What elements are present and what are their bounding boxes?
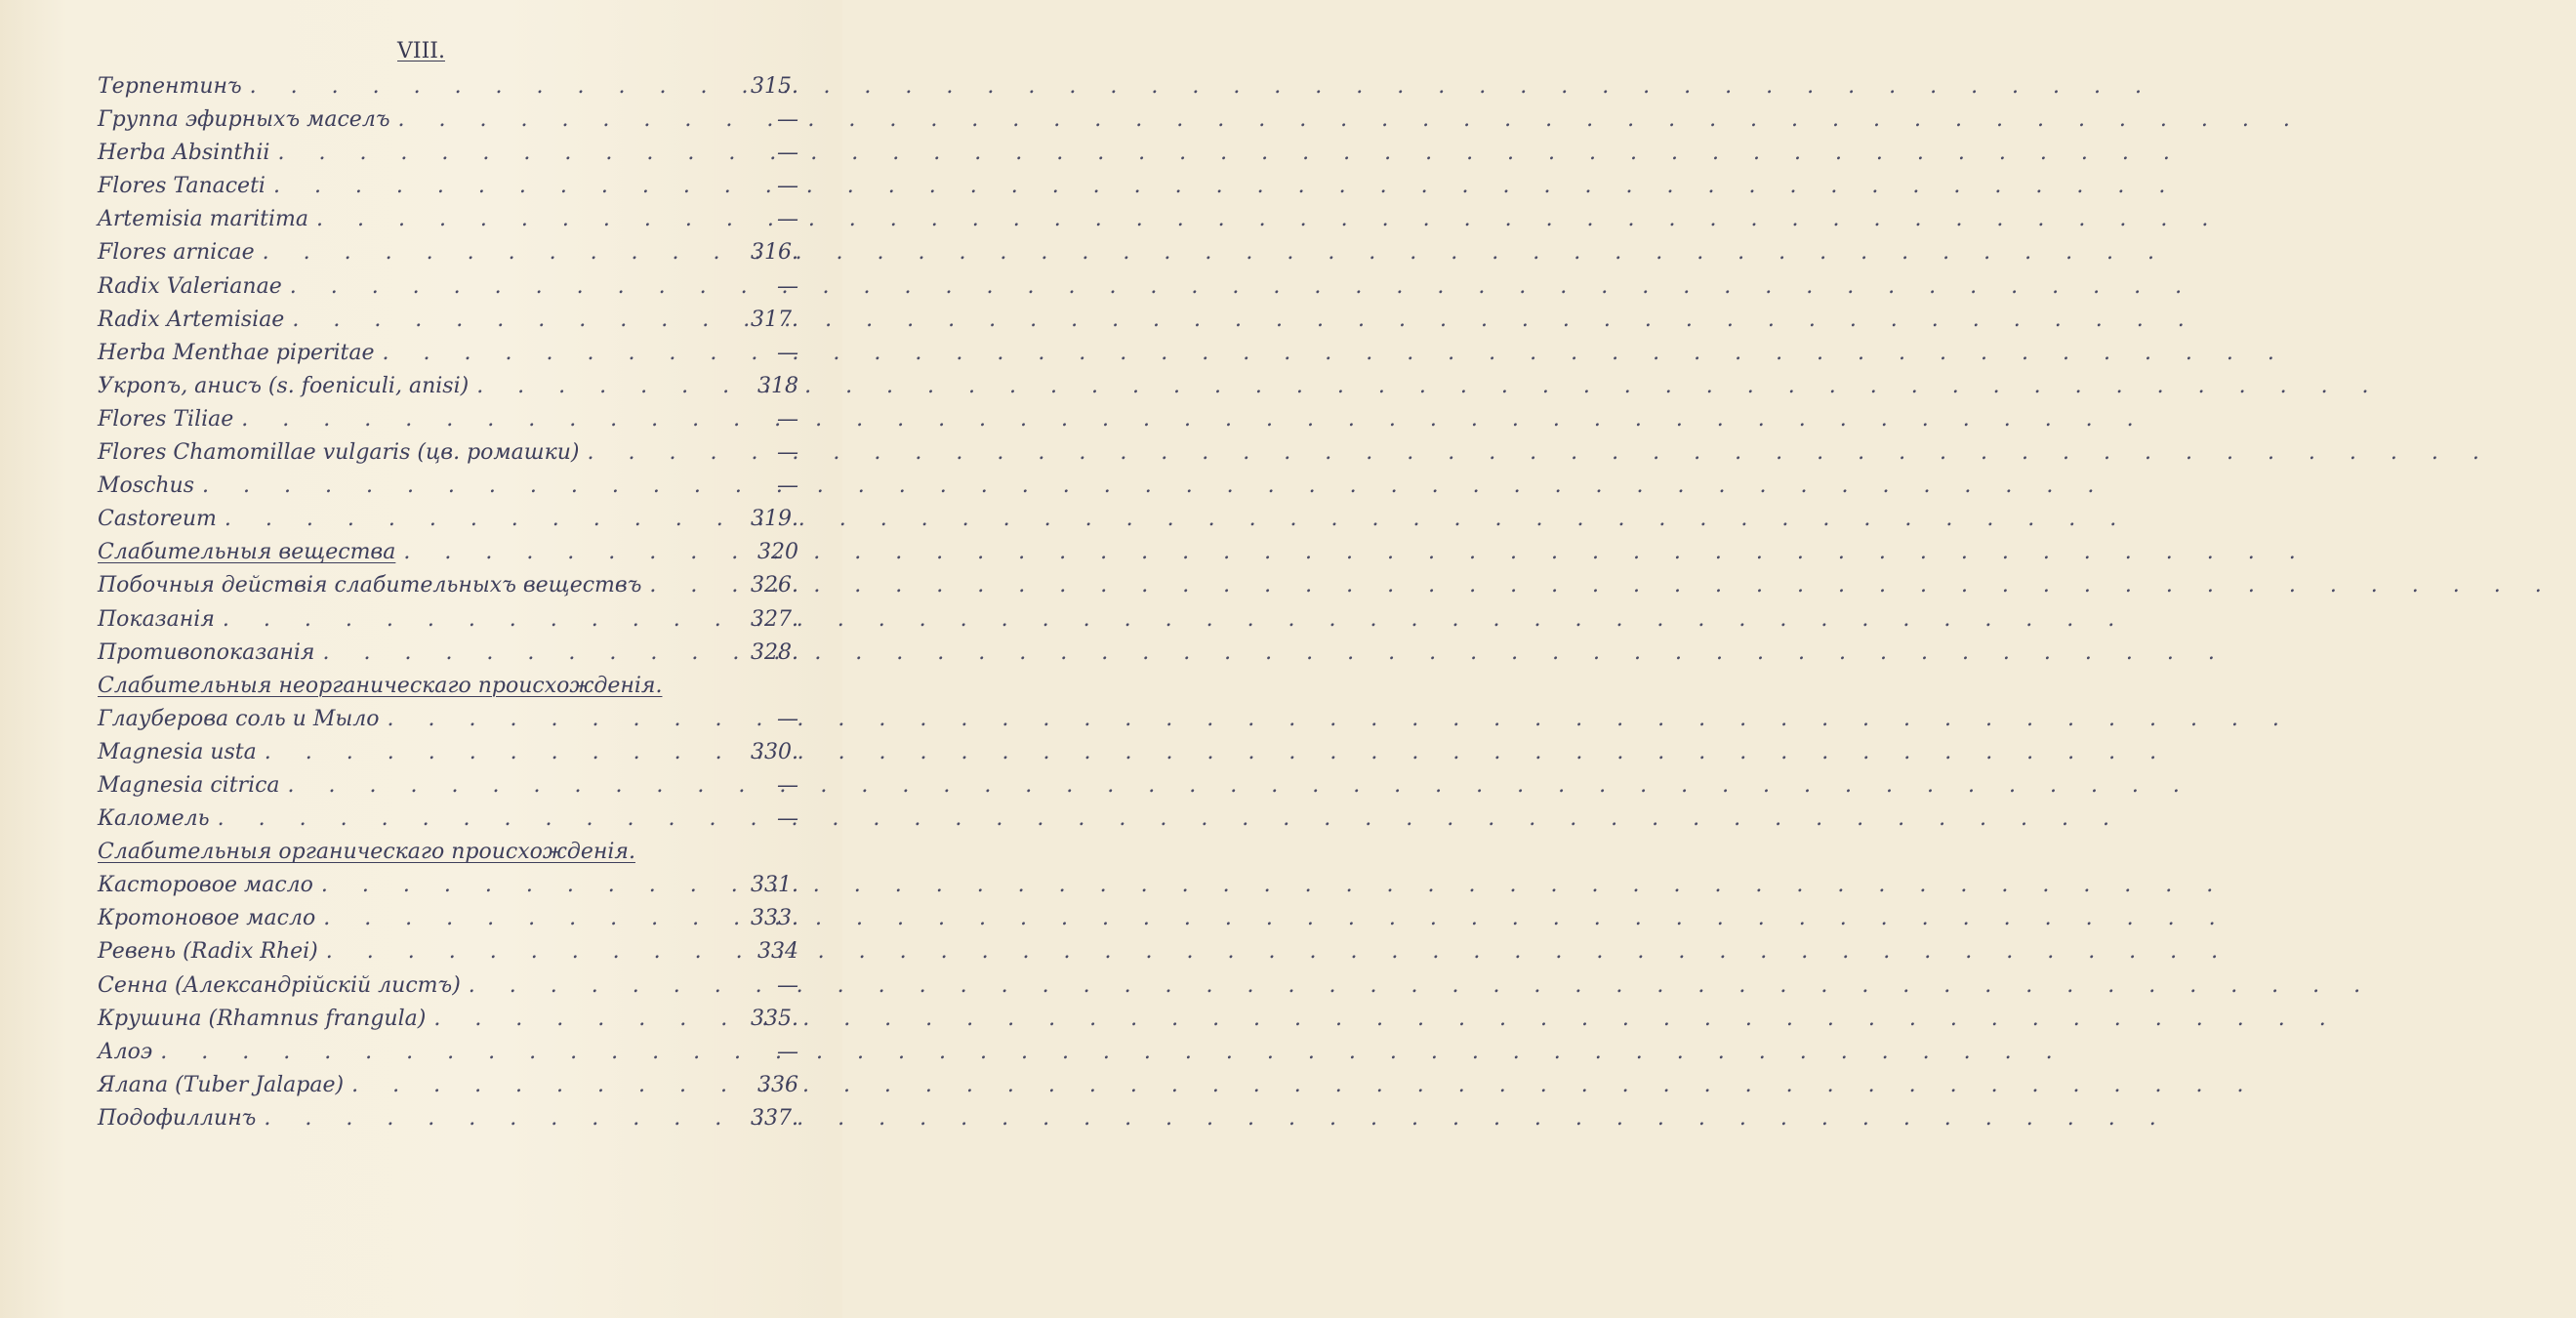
toc-entry bbox=[98, 74, 798, 107]
dot-leader bbox=[398, 107, 749, 132]
toc-entry-page: — bbox=[777, 141, 798, 166]
dot-leader bbox=[241, 407, 748, 432]
dot-leader bbox=[277, 141, 748, 165]
toc-entry bbox=[98, 507, 798, 540]
dot-leader bbox=[326, 939, 748, 964]
toc-entry-label: Flores Tiliae bbox=[98, 406, 234, 432]
toc-entry-label: Flores arnicae bbox=[98, 240, 255, 266]
dot-leader bbox=[288, 773, 748, 798]
toc-entry-page: — bbox=[777, 406, 798, 432]
toc-entry bbox=[98, 873, 798, 906]
dot-leader bbox=[351, 1073, 748, 1097]
dot-leader bbox=[469, 973, 748, 998]
toc-entry bbox=[98, 1106, 798, 1139]
toc-entry bbox=[98, 274, 798, 308]
toc-entry bbox=[98, 341, 798, 374]
toc-entry-page: — bbox=[777, 340, 798, 365]
toc-entry-page: 318 bbox=[757, 373, 798, 398]
toc-entry-label: Ялапа (Tuber Jalapae) bbox=[98, 1072, 345, 1097]
toc-entry-page: — bbox=[777, 440, 798, 466]
toc-entry bbox=[98, 1007, 798, 1040]
toc-entry-label: Показанія bbox=[98, 606, 215, 632]
toc-entry-page: 336 bbox=[757, 1072, 798, 1097]
table-of-contents bbox=[98, 74, 798, 1139]
toc-entry-page: 320 bbox=[757, 540, 798, 565]
toc-entry-page: 334 bbox=[757, 939, 798, 965]
toc-entry-page: — bbox=[777, 474, 798, 499]
toc-entry-page: — bbox=[777, 806, 798, 832]
toc-entry-page: — bbox=[777, 1039, 798, 1064]
dot-leader bbox=[323, 906, 743, 930]
toc-entry-label: Radix Valerianae bbox=[98, 273, 282, 299]
toc-entry-label: Кротоновое масло bbox=[98, 906, 316, 931]
toc-entry-page: 315. bbox=[751, 74, 798, 99]
page-number-text: VIII. bbox=[397, 39, 445, 63]
dot-leader bbox=[202, 474, 748, 498]
toc-entry-label: Группа эфирныхъ маселъ bbox=[98, 107, 390, 133]
toc-entry bbox=[98, 939, 798, 972]
toc-entry-label: Глауберова соль и Мыло bbox=[98, 706, 380, 731]
toc-entry-label: Укропъ, анисъ (s. foeniculi, anisi) bbox=[98, 373, 470, 398]
toc-entry-label: Каломель bbox=[98, 806, 210, 832]
toc-entry bbox=[98, 806, 798, 840]
toc-entry-label: Подофиллинъ bbox=[98, 1105, 257, 1131]
toc-entry-label: Flores Chamomillae vulgaris (цв. ромашки) bbox=[98, 440, 580, 466]
dot-leader bbox=[649, 573, 743, 597]
toc-entry bbox=[98, 607, 798, 640]
toc-entry-page: 316. bbox=[751, 240, 798, 266]
toc-entry bbox=[98, 440, 798, 474]
toc-entry bbox=[98, 1073, 798, 1106]
toc-entry bbox=[98, 174, 798, 207]
toc-entry bbox=[98, 973, 798, 1007]
toc-entry-page: 331. bbox=[751, 873, 798, 898]
toc-entry-page: 326. bbox=[751, 573, 798, 598]
toc-entry-label: Magnesia citrica bbox=[98, 772, 280, 798]
toc-entry bbox=[98, 107, 798, 141]
toc-section-heading bbox=[98, 540, 798, 573]
page-number bbox=[0, 39, 842, 63]
dot-leader bbox=[265, 740, 743, 764]
toc-entry bbox=[98, 308, 798, 341]
toc-entry-page: — bbox=[777, 972, 798, 998]
dot-leader bbox=[316, 207, 748, 231]
dot-leader bbox=[321, 873, 743, 897]
toc-entry bbox=[98, 207, 798, 240]
toc-entry-label: Алоэ bbox=[98, 1039, 153, 1064]
dot-leader bbox=[322, 640, 743, 665]
toc-section-heading bbox=[98, 674, 798, 707]
dot-leader bbox=[223, 607, 743, 632]
dot-leader bbox=[388, 707, 748, 731]
toc-entry bbox=[98, 740, 798, 773]
dot-leader bbox=[250, 74, 743, 99]
dot-leader bbox=[273, 174, 748, 198]
dot-leader bbox=[476, 374, 748, 398]
toc-entry bbox=[98, 573, 798, 606]
toc-entry-page: 319. bbox=[751, 507, 798, 532]
toc-entry-page: 327. bbox=[751, 606, 798, 632]
dot-leader bbox=[588, 440, 749, 465]
dot-leader bbox=[225, 507, 743, 531]
toc-entry-label: Flores Tanaceti bbox=[98, 174, 266, 199]
toc-entry bbox=[98, 1040, 798, 1073]
toc-entry-label: Herba Absinthii bbox=[98, 141, 270, 166]
dot-leader bbox=[403, 540, 748, 564]
toc-entry-label: Крушина (Rhamnus frangula) bbox=[98, 1006, 427, 1031]
toc-entry-page: — bbox=[777, 273, 798, 299]
toc-entry-page: 333. bbox=[751, 906, 798, 931]
dot-leader bbox=[292, 308, 743, 332]
toc-entry-page: — bbox=[777, 772, 798, 798]
dot-leader bbox=[264, 1106, 743, 1131]
toc-entry bbox=[98, 906, 798, 939]
toc-entry-label: Слабительныя органическаго происхожденія. bbox=[98, 840, 635, 865]
toc-entry-label: Касторовое масло bbox=[98, 873, 313, 898]
toc-entry-page: — bbox=[777, 706, 798, 731]
toc-entry-page: 328. bbox=[751, 639, 798, 665]
toc-entry bbox=[98, 240, 798, 273]
toc-entry bbox=[98, 640, 798, 674]
dot-leader bbox=[433, 1007, 743, 1031]
dot-leader bbox=[383, 341, 748, 365]
toc-entry-page: — bbox=[777, 174, 798, 199]
toc-entry bbox=[98, 407, 798, 440]
dot-leader bbox=[160, 1040, 748, 1064]
toc-entry bbox=[98, 374, 798, 407]
toc-entry-label: Слабительныя вещества bbox=[98, 540, 396, 565]
toc-entry-label: Moschus bbox=[98, 474, 195, 499]
toc-entry-label: Слабительныя неорганическаго происхожденія. bbox=[98, 673, 663, 698]
toc-entry-page: 317. bbox=[751, 307, 798, 332]
toc-entry-page: — bbox=[777, 107, 798, 133]
toc-entry-label: Radix Artemisiae bbox=[98, 307, 285, 332]
toc-entry-label: Сенна (Александрійскій листъ) bbox=[98, 972, 461, 998]
toc-entry-page: 337. bbox=[751, 1105, 798, 1131]
toc-entry bbox=[98, 474, 798, 507]
toc-entry bbox=[98, 141, 798, 174]
toc-section-heading bbox=[98, 840, 798, 873]
toc-entry-label: Побочныя действія слабительныхъ веществъ bbox=[98, 573, 642, 598]
toc-entry-label: Magnesia usta bbox=[98, 739, 257, 764]
dot-leader bbox=[290, 274, 748, 299]
toc-entry-label: Artemisia maritima bbox=[98, 207, 308, 232]
toc-entry bbox=[98, 773, 798, 806]
toc-entry bbox=[98, 707, 798, 740]
toc-entry-page: — bbox=[777, 207, 798, 232]
toc-entry-label: Противопоказанія bbox=[98, 639, 315, 665]
dot-leader bbox=[263, 240, 743, 265]
toc-entry-label: Castoreum bbox=[98, 507, 217, 532]
toc-entry-page: 335. bbox=[751, 1006, 798, 1031]
toc-entry-label: Терпентинъ bbox=[98, 74, 242, 99]
dot-leader bbox=[218, 806, 748, 831]
toc-entry-label: Herba Menthae piperitae bbox=[98, 340, 375, 365]
manuscript-page bbox=[0, 0, 842, 1318]
toc-entry-page: 330. bbox=[751, 739, 798, 764]
toc-entry-label: Ревень (Radix Rhei) bbox=[98, 939, 318, 965]
